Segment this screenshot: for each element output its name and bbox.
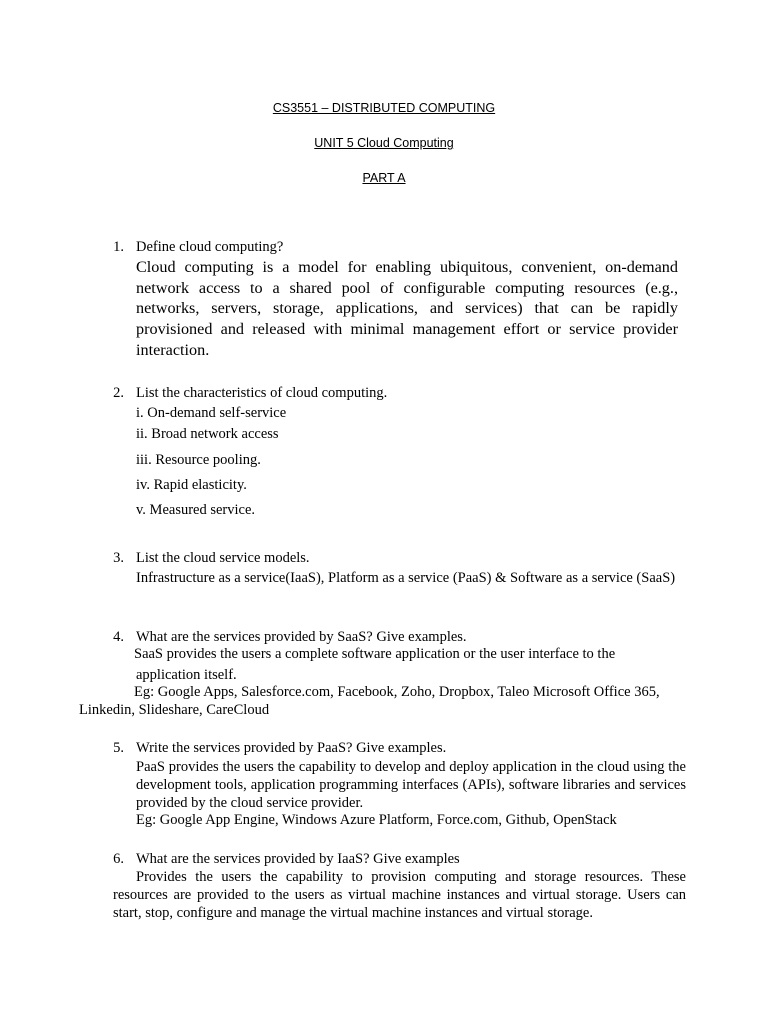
list-item: ii. Broad network access (136, 426, 279, 442)
answer-1: Cloud computing is a model for enabling ubiquitous, convenient, on-demand network access to a shared pool of configurable computing resources (e.g., networks, servers, storage, applications, and services) that can be rapidly provisioned and released with minimal management effort or service provider interaction. (136, 258, 678, 359)
example-4-line-1: Eg: Google Apps, Salesforce.com, Facebook, Zoho, Dropbox, Taleo Microsoft Office 365, (134, 684, 660, 700)
question-text: What are the services provided by IaaS? Give examples (136, 851, 460, 867)
example-4-line-2: Linkedin, Slideshare, CareCloud (79, 702, 270, 718)
question-number: 4. (113, 629, 124, 645)
question-text: What are the services provided by SaaS? Give examples. (136, 629, 467, 645)
list-item: v. Measured service. (136, 502, 256, 518)
answer-4-line-2: application itself. (136, 667, 237, 683)
question-number: 6. (113, 851, 124, 867)
question-text: Define cloud computing? (136, 239, 284, 255)
question-number: 2. (113, 385, 124, 401)
question-number: 3. (113, 550, 124, 566)
question-text: Write the services provided by PaaS? Give examples. (136, 740, 447, 756)
part-title: PART A (362, 171, 406, 185)
answer-6: Provides the users the capability to provision computing and storage resources. These resources are provided to the users as virtual machine instances and virtual storage. Users can start, stop, configure and manage the virtual machine instances and virtual storage. (113, 869, 686, 921)
question-number: 5. (113, 740, 124, 756)
answer-3: Infrastructure as a service(IaaS), Platform as a service (PaaS) & Software as a service (SaaS) (136, 570, 676, 586)
answer-4-line-1: SaaS provides the users a complete software application or the user interface to the (134, 646, 616, 662)
question-text: List the characteristics of cloud computing. (136, 385, 388, 401)
list-item: iv. Rapid elasticity. (136, 477, 247, 493)
example-5: Eg: Google App Engine, Windows Azure Platform, Force.com, Github, OpenStack (136, 812, 617, 828)
course-title: CS3551 – DISTRIBUTED COMPUTING (272, 101, 496, 115)
answer-5: PaaS provides the users the capability to develop and deploy application in the cloud using the development tools, application programming interfaces (APIs), software libraries and services provided by the cloud service provider. (136, 759, 686, 811)
unit-title: UNIT 5 Cloud Computing (314, 136, 454, 150)
question-text: List the cloud service models. (136, 550, 310, 566)
list-item: iii. Resource pooling. (136, 452, 261, 468)
question-number: 1. (113, 239, 124, 255)
list-item: i. On-demand self-service (136, 405, 287, 421)
